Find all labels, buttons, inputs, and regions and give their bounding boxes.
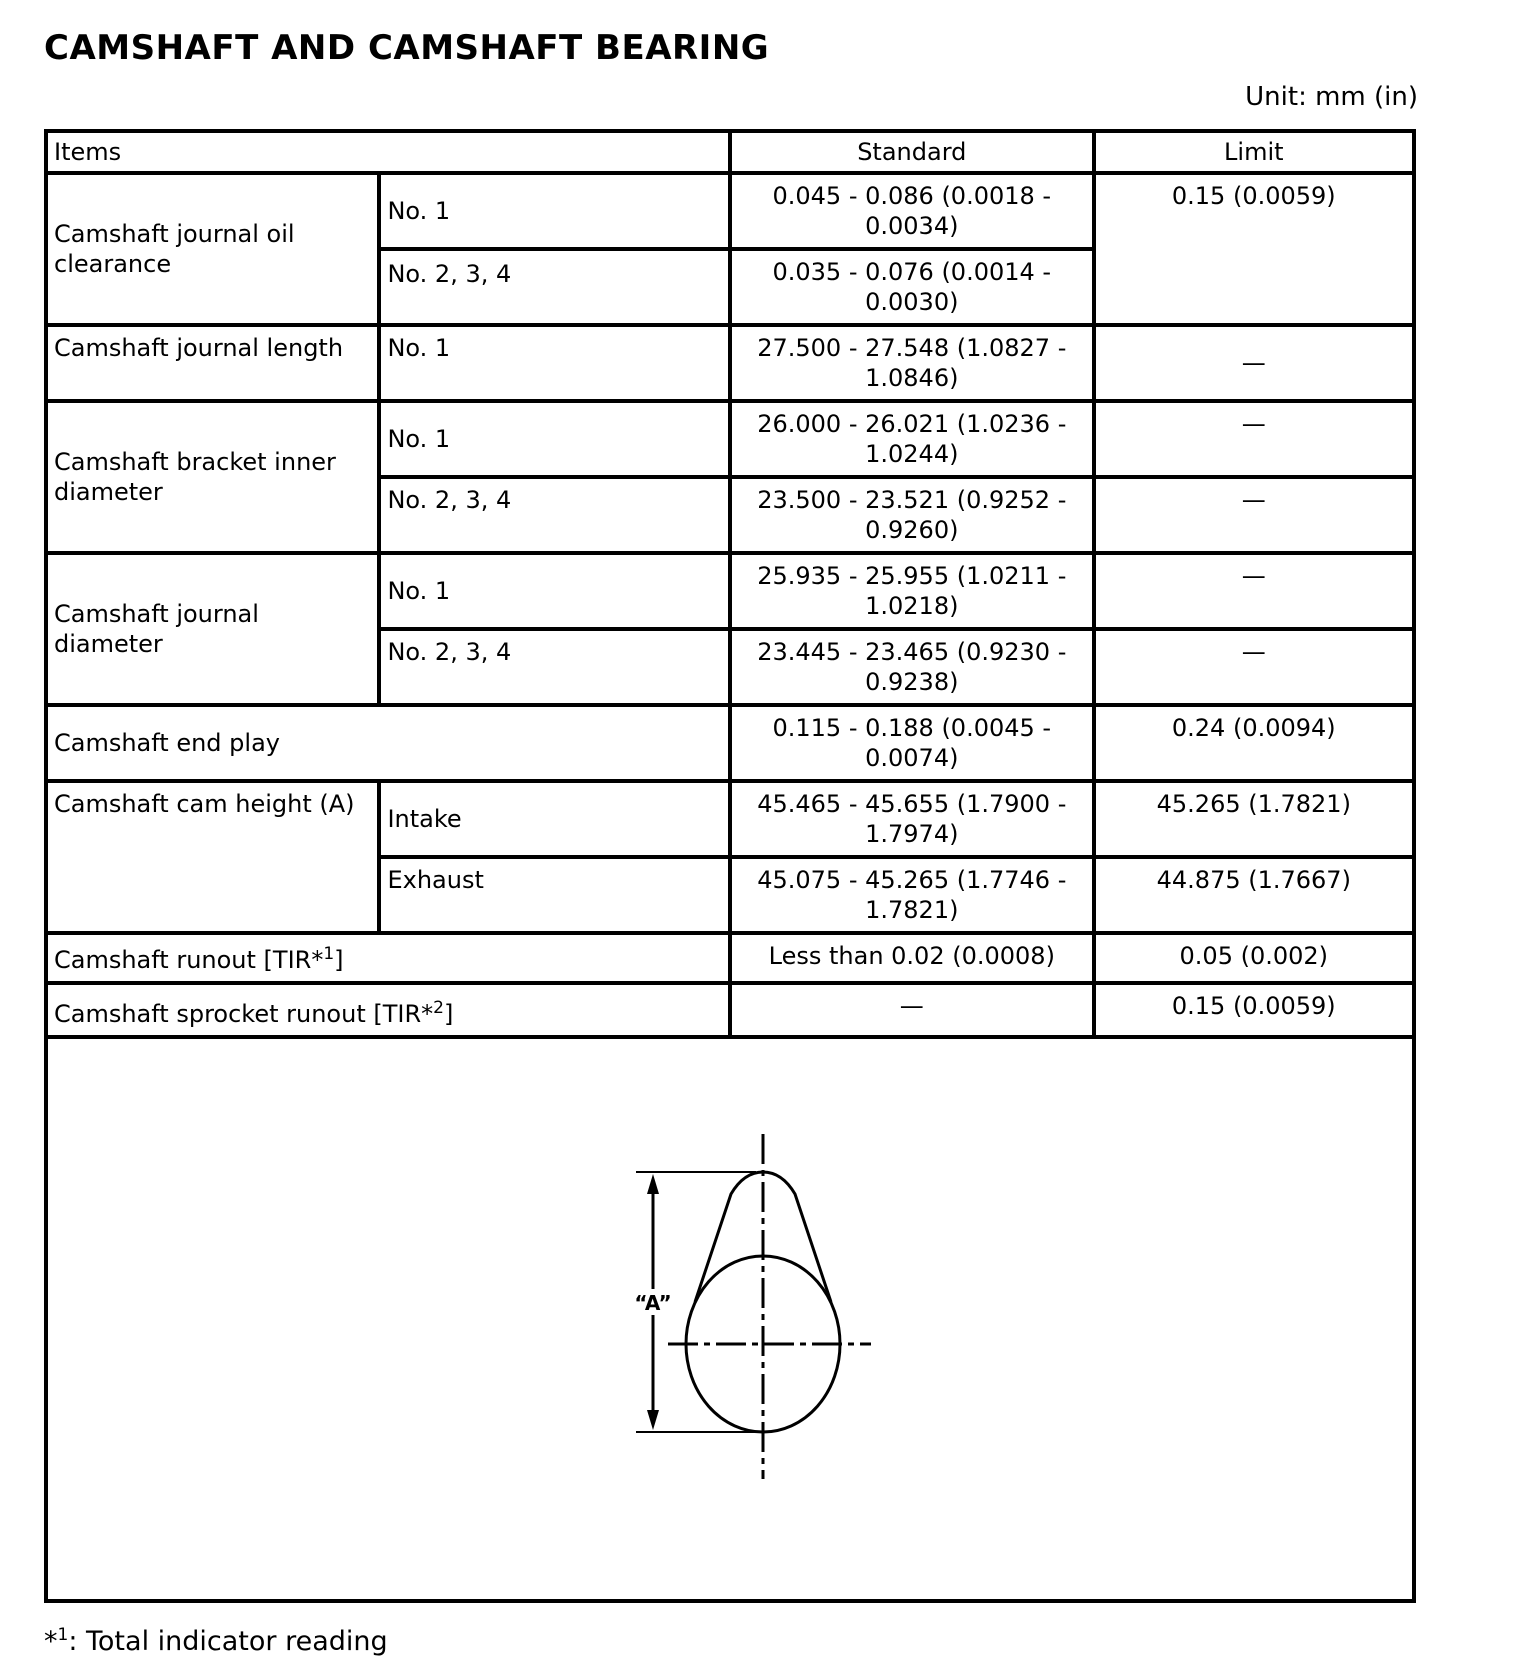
figure-cell xyxy=(46,1037,1414,1601)
end-play-label: Camshaft end play xyxy=(46,705,730,781)
limit-value: 0.15 (0.0059) xyxy=(1094,173,1414,325)
limit-value: — xyxy=(1094,629,1414,705)
figure-row xyxy=(46,1037,1414,1601)
limit-value: 0.15 (0.0059) xyxy=(1094,983,1414,1037)
unit-label: Unit: mm (in) xyxy=(1245,82,1418,112)
table-row xyxy=(46,705,1414,781)
limit-value: — xyxy=(1094,325,1414,401)
standard-value: 27.500 - 27.548 (1.0827 - 1.0846) xyxy=(730,325,1094,401)
journal-oil-clearance-label: Camshaft journal oil clearance xyxy=(46,173,379,325)
footnote-mark: * xyxy=(44,1626,58,1657)
table-row xyxy=(46,781,1414,857)
sub-item-label: No. 1 xyxy=(379,325,730,401)
header-limit: Limit xyxy=(1094,131,1414,173)
arrow-down-icon xyxy=(647,1410,659,1430)
table-row xyxy=(46,325,1414,401)
limit-value: 45.265 (1.7821) xyxy=(1094,781,1414,857)
page-title: CAMSHAFT AND CAMSHAFT BEARING xyxy=(44,28,770,68)
sub-item-label: Exhaust xyxy=(379,857,730,933)
limit-value: — xyxy=(1094,477,1414,553)
runout-label-end: ] xyxy=(334,946,344,974)
standard-value: 26.000 - 26.021 (1.0236 - 1.0244) xyxy=(730,401,1094,477)
journal-length-label: Camshaft journal length xyxy=(46,325,379,401)
sprocket-runout-label-text: Camshaft sprocket runout [TIR* xyxy=(54,1000,434,1028)
sub-item-label: No. 2, 3, 4 xyxy=(379,629,730,705)
sub-item-label: Intake xyxy=(379,781,730,857)
sub-item-label: No. 1 xyxy=(379,173,730,249)
standard-value: — xyxy=(730,983,1094,1037)
spec-table xyxy=(44,129,1416,1603)
bracket-inner-diameter-label: Camshaft bracket inner diameter xyxy=(46,401,379,553)
journal-diameter-label: Camshaft journal diameter xyxy=(46,553,379,705)
table-row xyxy=(46,553,1414,629)
limit-value: 0.24 (0.0094) xyxy=(1094,705,1414,781)
runout-label-text: Camshaft runout [TIR* xyxy=(54,946,324,974)
table-row xyxy=(46,933,1414,983)
standard-value: 23.445 - 23.465 (0.9230 - 0.9238) xyxy=(730,629,1094,705)
standard-value: 0.115 - 0.188 (0.0045 - 0.0074) xyxy=(730,705,1094,781)
sub-item-label: No. 1 xyxy=(379,401,730,477)
sprocket-runout-label xyxy=(46,983,730,1037)
standard-value: 23.500 - 23.521 (0.9252 - 0.9260) xyxy=(730,477,1094,553)
footnote-text: : Total indicator reading xyxy=(68,1626,388,1657)
arrow-up-icon xyxy=(647,1174,659,1194)
limit-value: 44.875 (1.7667) xyxy=(1094,857,1414,933)
table-row xyxy=(46,173,1414,249)
cam-figure xyxy=(48,1039,1412,1599)
cam-lobe-diagram xyxy=(628,1134,888,1494)
standard-value: 45.075 - 45.265 (1.7746 - 1.7821) xyxy=(730,857,1094,933)
footnote-ref: 2 xyxy=(433,998,444,1018)
limit-value: 0.05 (0.002) xyxy=(1094,933,1414,983)
dimension-label: “A” xyxy=(634,1291,672,1315)
standard-value: 0.045 - 0.086 (0.0018 - 0.0034) xyxy=(730,173,1094,249)
standard-value: 25.935 - 25.955 (1.0211 - 1.0218) xyxy=(730,553,1094,629)
header-standard: Standard xyxy=(730,131,1094,173)
limit-value: — xyxy=(1094,401,1414,477)
footnote-sup: 1 xyxy=(57,1625,69,1645)
sprocket-runout-label-end: ] xyxy=(443,1000,454,1028)
standard-value: 0.035 - 0.076 (0.0014 - 0.0030) xyxy=(730,249,1094,325)
footnote xyxy=(44,1626,388,1657)
sub-item-label: No. 2, 3, 4 xyxy=(379,477,730,553)
sub-item-label: No. 2, 3, 4 xyxy=(379,249,730,325)
standard-value: Less than 0.02 (0.0008) xyxy=(730,933,1094,983)
limit-value: — xyxy=(1094,553,1414,629)
sub-item-label: No. 1 xyxy=(379,553,730,629)
header-row xyxy=(46,131,1414,173)
runout-label xyxy=(46,933,730,983)
table-row xyxy=(46,401,1414,477)
standard-value: 45.465 - 45.655 (1.7900 - 1.7974) xyxy=(730,781,1094,857)
header-items: Items xyxy=(46,131,730,173)
table-row xyxy=(46,983,1414,1037)
footnote-ref: 1 xyxy=(323,944,335,964)
cam-height-label: Camshaft cam height (A) xyxy=(46,781,379,933)
